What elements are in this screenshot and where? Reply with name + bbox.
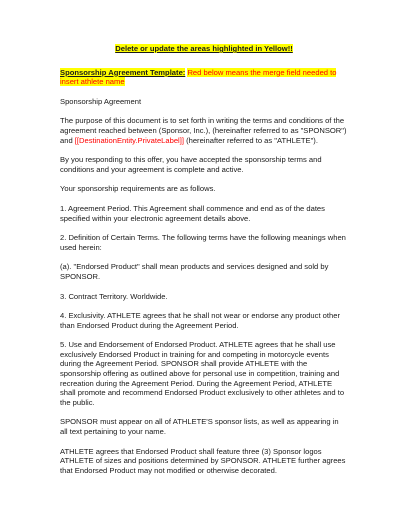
template-heading [60,68,348,87]
use-endorsement-clause: 5. Use and Endorsement of Endorsed Product. ATHLETE agrees that he shall use exclusively Endorsed Product in training for and competing in motorcycle events during the Agreement Period. SPONSOR shall provide ATHLETE with the sponsorship offering as outlined above for personal use in competition, training and recreation during the Agreement Period. During the Agreement Period, ATHLETE shall promote and recommend Endorsed Product exclusively to other athletes and to the public. [60,340,345,407]
template-heading-lead: Sponsorship Agreement Template: [60,67,186,77]
acceptance-paragraph: By you responding to this offer, you have accepted the sponsorship terms and conditions and your agreement is complete and active. [60,155,322,174]
merge-field-private-label: [[DestinationEntity.PrivateLabel]] [74,135,184,145]
endorsed-product-definition: (a). "Endorsed Product" shall mean products and services designed and sold by SPONSOR. [60,262,329,281]
instruction-banner [60,44,348,54]
contract-territory-clause: 3. Contract Territory. Worldwide. [60,291,168,301]
template-heading-note: Red below means the merge field needed to insert athlete name [60,67,337,87]
sponsor-lists-paragraph: SPONSOR must appear on all of ATHLETE'S sponsor lists, as well as appearing in all text pertaining to your name. [60,417,339,437]
exclusivity-clause: 4. Exclusivity. ATHLETE agrees that he shall not wear or endorse any product other than Endorsed Product during the Agreement Period. [60,311,340,330]
requirements-paragraph: Your sponsorship requirements are as follows. [60,184,216,194]
agreement-period-clause: 1. Agreement Period. This Agreement shall commence and end as of the dates specified within your electronic agreement details above. [60,203,325,223]
purpose-paragraph [60,116,348,145]
instruction-banner-text: Delete or update the areas highlighted in Yellow!! [115,44,293,53]
purpose-text-after: (hereinafter referred to as "ATHLETE"). [183,135,318,145]
definition-clause: 2. Definition of Certain Terms. The following terms have the following meanings when used herein: [60,233,346,252]
document-title: Sponsorship Agreement [60,96,142,106]
logos-paragraph: ATHLETE agrees that Endorsed Product shall feature three (3) Sponsor logos ATHLETE of sizes and positions determined by SPONSOR. ATHLETE further agrees that Endorsed Product may not modified or otherwise decorated. [60,446,346,475]
purpose-text-before: The purpose of this document is to set forth in writing the terms and conditions of the agreement reached between (Sponsor, Inc.), (hereinafter referred to as "SPONSOR") and [60,116,347,145]
